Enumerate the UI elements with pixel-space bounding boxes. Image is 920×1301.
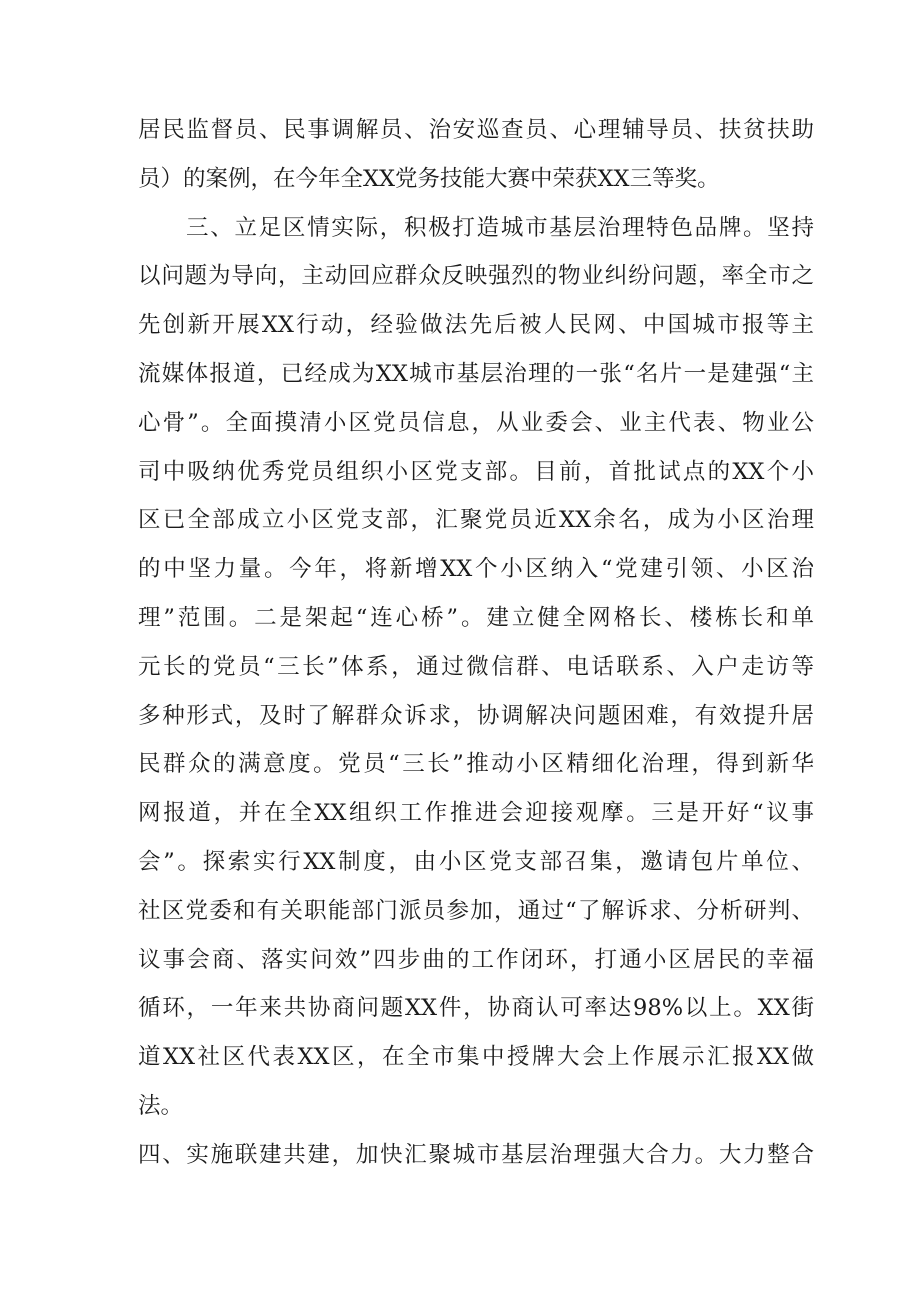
paragraph-line: 的中坚力量。今年，将新增XX个小区纳入“党建引领、小区治	[138, 556, 814, 583]
paragraph-line: 三、立足区情实际，积极打造城市基层治理特色品牌。坚持	[186, 214, 814, 241]
paragraph-line: 区已全部成立小区党支部，汇聚党员近XX余名，成为小区治理	[138, 507, 814, 534]
paragraph-line: 民群众的满意度。党员“三长”推动小区精细化治理，得到新华	[138, 751, 814, 778]
paragraph-line: 循环，一年来共协商问题XX件，协商认可率达98%以上。XX街	[138, 995, 814, 1022]
paragraph-line: 元长的党员“三长”体系，通过微信群、电话联系、入户走访等	[138, 653, 814, 680]
paragraph-line: 先创新开展XX行动，经验做法先后被人民网、中国城市报等主	[138, 312, 814, 339]
paragraph-line: 网报道，并在全XX组织工作推进会迎接观摩。三是开好“议事	[138, 800, 814, 827]
paragraph-line: 社区党委和有关职能部门派员参加，通过“了解诉求、分析研判、	[138, 897, 814, 924]
paragraph-line: 心骨”。全面摸清小区党员信息，从业委会、业主代表、物业公	[138, 409, 814, 436]
paragraph-line: 四、实施联建共建，加快汇聚城市基层治理强大合力。大力整合	[138, 1141, 814, 1168]
paragraph-line: 流媒体报道，已经成为XX城市基层治理的一张“名片一是建强“主	[138, 361, 814, 387]
paragraph-line: 法。	[138, 1093, 184, 1119]
paragraph-line: 多种形式，及时了解群众诉求，协调解决问题困难，有效提升居	[138, 702, 814, 729]
paragraph-line: 司中吸纳优秀党员组织小区党支部。目前，首批试点的XX个小	[138, 458, 814, 485]
paragraph-line: 会”。探索实行XX制度，由小区党支部召集，邀请包片单位、	[138, 849, 814, 875]
paragraph-line: 道XX社区代表XX区，在全市集中授牌大会上作展示汇报XX做	[138, 1044, 814, 1071]
paragraph-line: 议事会商、落实问效”四步曲的工作闭环，打通小区居民的幸福	[138, 946, 814, 973]
paragraph-line: 理”范围。二是架起“连心桥”。建立健全网格长、楼栋长和单	[138, 605, 814, 631]
paragraph-line: 居民监督员、民事调解员、治安巡查员、心理辅导员、扶贫扶助	[138, 117, 814, 143]
paragraph-line: 员）的案例，在今年全XX党务技能大赛中荣获XX三等奖。	[138, 165, 720, 192]
paragraph-line: 以问题为导向，主动回应群众反映强烈的物业纠纷问题，率全市之	[138, 263, 814, 290]
